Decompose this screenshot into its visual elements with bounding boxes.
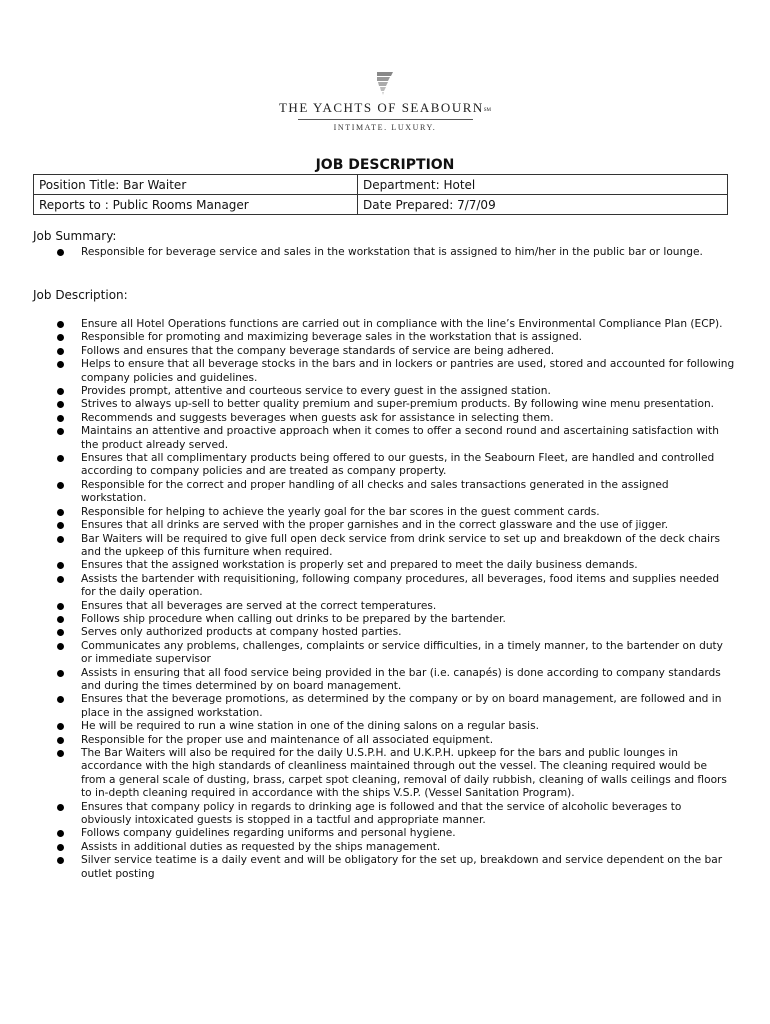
list-item — [55, 693, 735, 720]
list-item — [55, 854, 735, 881]
job-summary-heading: Job Summary: — [33, 229, 117, 243]
list-item — [55, 533, 735, 560]
brand-name: THE YACHTS OF SEABOURNSM — [278, 100, 492, 115]
list-item-text: Ensures that all complimentary products being offered to our guests, in the Seabourn Fleet, are handled and controlled according to company policies and are treated as company property. — [81, 452, 715, 478]
list-item-text: Responsible for the correct and proper handling of all checks and sales transactions generated in the assigned workstation. — [81, 478, 669, 505]
bullet-icon — [57, 696, 64, 703]
brand-divider — [298, 119, 473, 120]
list-item — [55, 559, 735, 572]
bullet-icon — [57, 857, 64, 864]
table-row — [34, 195, 728, 215]
bullet-icon — [57, 830, 64, 837]
list-item — [55, 613, 735, 626]
list-item-text: Responsible for beverage service and sales in the workstation that is assigned to him/her in the public bar or lounge. — [81, 246, 703, 258]
bullet-icon — [57, 361, 64, 368]
list-item — [55, 519, 735, 532]
list-item-text: Follows company guidelines regarding uniforms and personal hygiene. — [81, 827, 456, 840]
bullet-icon — [57, 321, 64, 328]
list-item — [55, 345, 735, 358]
list-item-text: Responsible for helping to achieve the yearly goal for the bar scores in the guest comment cards. — [81, 505, 600, 518]
list-item — [55, 626, 735, 639]
list-item — [55, 573, 735, 600]
bullet-icon — [57, 455, 64, 462]
list-item-text: Serves only authorized products at company hosted parties. — [81, 626, 402, 639]
bullet-icon — [57, 249, 64, 256]
list-item-text: Ensures that all beverages are served at the correct temperatures. — [81, 599, 437, 612]
list-item-text: Assists in additional duties as requested by the ships management. — [81, 840, 441, 853]
list-item — [55, 425, 735, 452]
brand-tagline: INTIMATE. LUXURY. — [333, 123, 437, 132]
service-mark: SM — [483, 108, 492, 113]
list-item-text: Ensures that all drinks are served with the proper garnishes and in the correct glassware and the use of jigger. — [81, 519, 669, 532]
list-item-text: The Bar Waiters will also be required for the daily U.S.P.H. and U.K.P.H. upkeep for the bars and public lounges in accordance with the high standards of cleanliness maintained through out the vessel. The cleaning required would be from a general scale of dusting, brass, carpet spot cleaning, removal of daily rubbish, cleaning of walls ceilings and floors to in-depth cleaning required in accordance with the ships V.S.P. (Vessel Sanitation Program). — [81, 747, 727, 800]
job-description-list — [55, 318, 735, 881]
list-item — [55, 452, 735, 479]
list-item — [55, 246, 735, 259]
bullet-icon — [57, 428, 64, 435]
bullet-icon — [57, 522, 64, 529]
list-item-text: Ensure all Hotel Operations functions are carried out in compliance with the line’s Environmental Compliance Plan (ECP). — [81, 318, 723, 330]
bullet-icon — [57, 348, 64, 355]
position-title-cell: Position Title: Bar Waiter — [34, 175, 358, 195]
list-item-text: Strives to always up-sell to better quality premium and super-premium products. By following wine menu presentation. — [81, 398, 715, 411]
list-item-text: Ensures that the beverage promotions, as determined by the company or by on board management, are followed and in place in the assigned workstation. — [81, 693, 722, 719]
list-item-text: Ensures that the assigned workstation is properly set and prepared to meet the daily business demands. — [81, 559, 638, 572]
list-item-text: Assists in ensuring that all food service being provided in the bar (i.e. canapés) is done according to company standards and during the times determined by on board management. — [81, 666, 721, 692]
list-item-text: Recommends and suggests beverages when guests ask for assistance in selecting them. — [81, 411, 554, 424]
list-item-text: Ensures that company policy in regards to drinking age is followed and that the service of alcoholic beverages to obviously intoxicated guests is stopped in a tactful and appropriate manner. — [81, 800, 682, 827]
bullet-icon — [57, 670, 64, 677]
bullet-icon — [57, 509, 64, 516]
job-summary-list — [55, 246, 735, 259]
list-item — [55, 640, 735, 667]
bullet-icon — [57, 562, 64, 569]
bullet-icon — [57, 603, 64, 610]
list-item — [55, 412, 735, 425]
list-item — [55, 358, 735, 385]
list-item-text: Provides prompt, attentive and courteous service to every guest in the assigned station. — [81, 385, 551, 398]
list-item-text: Follows ship procedure when calling out drinks to be prepared by the bartender. — [81, 612, 506, 625]
bullet-icon — [57, 844, 64, 851]
bullet-icon — [57, 804, 64, 811]
bullet-icon — [57, 482, 64, 489]
bullet-icon — [57, 723, 64, 730]
bullet-icon — [57, 616, 64, 623]
list-item — [55, 398, 735, 411]
bullet-icon — [57, 388, 64, 395]
reports-to-cell: Reports to : Public Rooms Manager — [34, 195, 358, 215]
list-item — [55, 841, 735, 854]
document-title: JOB DESCRIPTION — [315, 157, 455, 173]
job-info-table — [33, 174, 728, 215]
bullet-icon — [57, 536, 64, 543]
list-item-text: He will be required to run a wine station in one of the dining salons on a regular basis. — [81, 720, 539, 733]
list-item — [55, 801, 735, 828]
list-item — [55, 331, 735, 344]
list-item — [55, 600, 735, 613]
list-item-text: Communicates any problems, challenges, complaints or service difficulties, in a timely manner, to the bartender on duty or immediate supervisor — [81, 639, 723, 666]
company-logo — [0, 70, 770, 132]
bullet-icon — [57, 643, 64, 650]
bullet-icon — [57, 415, 64, 422]
list-item-text: Follows and ensures that the company beverage standards of service are being adhered. — [81, 344, 555, 357]
list-item — [55, 667, 735, 694]
list-item-text: Maintains an attentive and proactive approach when it comes to offer a second round and ascertaining satisfaction with the product already served. — [81, 425, 719, 451]
department-cell: Department: Hotel — [358, 175, 728, 195]
table-row — [34, 175, 728, 195]
bullet-icon — [57, 750, 64, 757]
list-item — [55, 506, 735, 519]
list-item-text: Silver service teatime is a daily event and will be obligatory for the set up, breakdown and service dependent on the bar outlet posting — [81, 854, 723, 880]
list-item-text: Helps to ensure that all beverage stocks in the bars and in lockers or pantries are used, stored and accounted for following company policies and guidelines. — [81, 358, 735, 384]
list-item — [55, 479, 735, 506]
list-item-text: Assists the bartender with requisitioning, following company procedures, all beverages, food items and supplies needed for the daily operation. — [81, 572, 720, 599]
seabourn-sail-emblem-icon — [374, 70, 396, 96]
list-item-text: Bar Waiters will be required to give full open deck service from drink service to set up and breakdown of the deck chairs and the upkeep of this furniture when required. — [81, 532, 720, 558]
bullet-icon — [57, 334, 64, 341]
bullet-icon — [57, 629, 64, 636]
list-item — [55, 720, 735, 733]
date-prepared-cell: Date Prepared: 7/7/09 — [358, 195, 728, 215]
list-item — [55, 385, 735, 398]
list-item — [55, 827, 735, 840]
bullet-icon — [57, 401, 64, 408]
list-item-text: Responsible for the proper use and maintenance of all associated equipment. — [81, 733, 494, 746]
list-item — [55, 318, 735, 331]
bullet-icon — [57, 737, 64, 744]
bullet-icon — [57, 576, 64, 583]
list-item-text: Responsible for promoting and maximizing beverage sales in the workstation that is assigned. — [81, 331, 583, 344]
list-item — [55, 747, 735, 801]
job-description-heading: Job Description: — [33, 288, 128, 302]
list-item — [55, 734, 735, 747]
